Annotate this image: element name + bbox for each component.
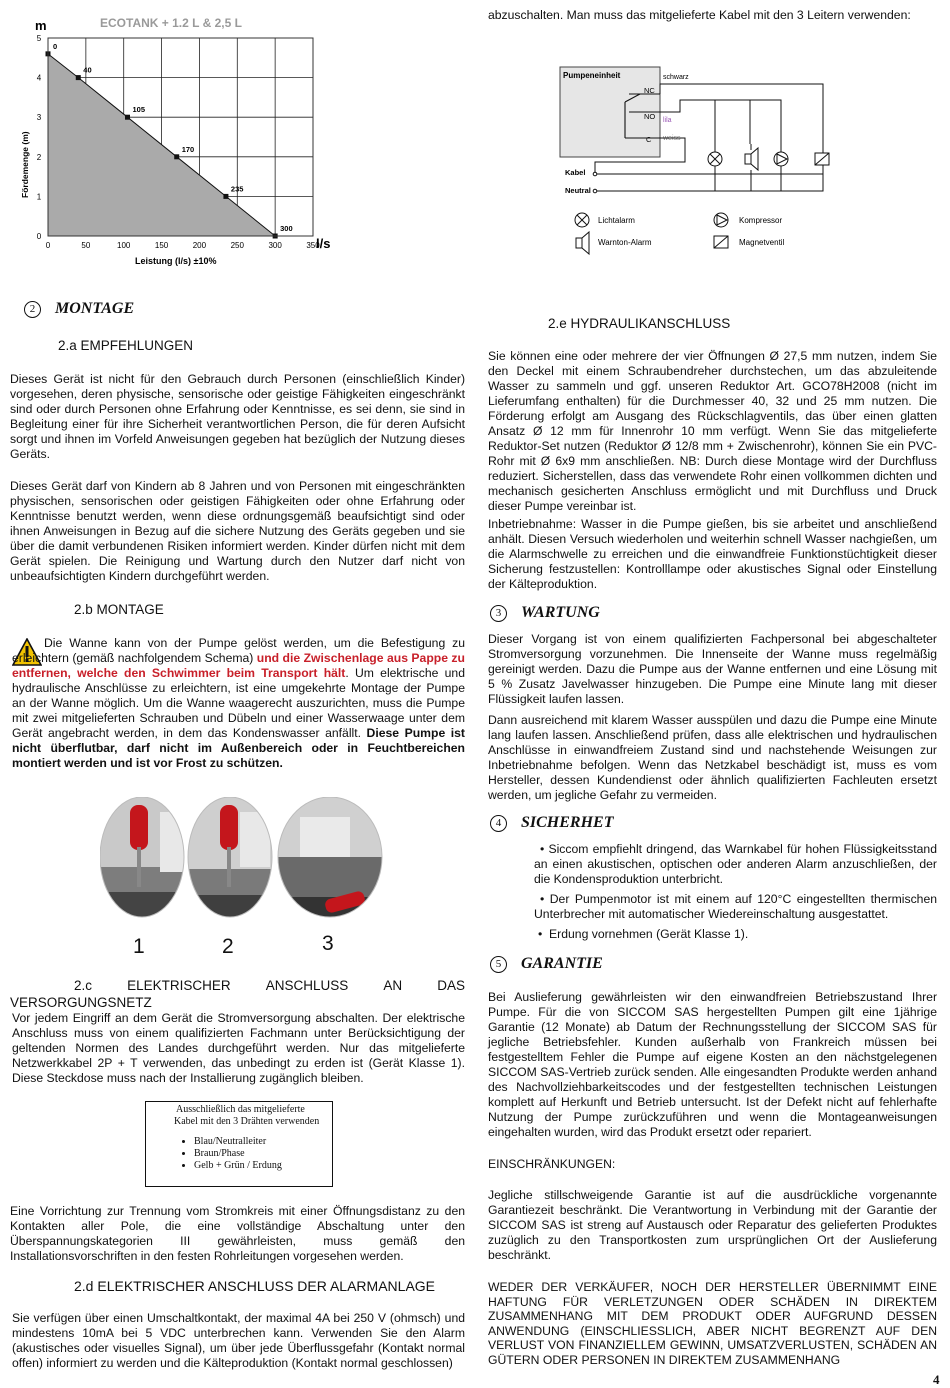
no-label: NO — [644, 112, 656, 121]
x-tick-label: 0 — [45, 241, 51, 250]
legend-compressor-label: Kompressor — [739, 216, 783, 225]
x-tick-label: 100 — [117, 241, 131, 250]
montage-text: Die Wanne kann von der Pumpe gelöst werden, um die Befestigung zu erleichtern (gemäß nachfolgendem Schema) und die Zwischenlage aus Pappe zu entfernen, welche den Schwimmer beim Transport hält. Um elektrische und hydraulische Anschlüsse zu erleichtern, ist eine umgekehrte Montage der Pumpe an der Wanne möglich. Um die Wanne waagerecht auszurichten, muss die Pumpe mit zwei mitgelieferten Schrauben und Dübeln und einer Wasserwaage unter dem Gerät angebracht werden, in dem das Kondenswasser anfällt. Diese Pumpe ist nicht überflutbar, darf nicht im Außenbereich oder in Feuchtbereichen montiert werden und ist vor Frost zu schützen. — [12, 636, 465, 770]
x-axis-label: Leistung (l/s) ±10% — [135, 256, 217, 266]
alarmanlage-text: Sie verfügen über einen Umschaltkontakt, der maximal 4A bei 250 V (ohmsch) und mindestens 10mA bei 5 VDC unterbrechen kann. Verwenden Sie den Alarm (akustisches oder visuelles Signal), um über jede Überflussgefahr (Kontakt normal offen) informiert zu werden und die Kälteproduktion (Kontakt normal geschlossen) — [12, 1311, 465, 1370]
y-tick-label: 5 — [36, 34, 42, 43]
wartung-number: 3 — [490, 605, 507, 622]
trennvorrichtung-text: Eine Vorrichtung zur Trennung vom Stromkreis mit einer Öffnungsdistanz zu den Kontakten aller Pole, die eine vollständige Abschaltung unter den Überspannungskategorien III gewährleisten, muss gemäß den Installationsvorschriften in den festen Rohrleitungen vorgesehen werden. — [10, 1204, 465, 1263]
nc-label: NC — [644, 86, 655, 95]
data-point-label: 170 — [181, 144, 195, 154]
hydraulik-heading: 2.e HYDRAULIKANSCHLUSS — [548, 316, 731, 331]
wartung-p1: Dieser Vorgang ist von einem qualifizierten Fachpersonal bei abgeschalteter Stromversorgung vorzunehmen. Die Innenseite der Wanne muss regelmäßig gereinigt werden. Dazu die Pumpe aus der Wanne entfernen und eine Lösung mit 5 % Zusatz Javelwasser hinzugeben. Die Pumpe eine Minute lang mit dieser Flüssigkeit laufen lassen. — [488, 632, 937, 706]
box-item-erdung: • Gelb + Grün / Erdung — [194, 1160, 332, 1172]
data-point-label: 105 — [132, 105, 146, 115]
wire-lila-label: lila — [663, 117, 672, 124]
section-garantie-heading — [490, 955, 603, 973]
garantie-p2: Jegliche stillschweigende Garantie ist auf die ausdrückliche vorgenannte Garantiezeit beschränkt. Die Verantwortung in Verbindung mit der Garantie der SICCOM SAS ist streng auf Austausch oder Reparatur des gelieferten Produktes zuzüglich zu den Transportkosten zum ursprünglichen Ort der Auslieferung beschränkt. — [488, 1188, 937, 1262]
y-tick-label: 2 — [36, 152, 42, 162]
sicherhet-number: 4 — [490, 815, 507, 832]
page-number: 4 — [933, 1372, 940, 1387]
empfehlungen-heading: 2.a EMPFEHLUNGEN — [58, 338, 194, 353]
x-tick-label: 50 — [81, 241, 91, 250]
legend-buzzer-icon — [576, 232, 589, 254]
elektrischer-anschluss-text: Vor jedem Eingriff an dem Gerät die Stromversorgung abschalten. Der elektrische Anschluss muss von einem qualifizierten Fachmann unter Berücksichtigung der geltenden Normen des Landes durchgeführt werden. Nur das mitgelieferte Netzwerkkabel 2P + T verwenden, das unbedingt zu erden ist (Gerät Klasse 1). Diese Steckdose muss nach der Installierung zugänglich bleiben. — [12, 1011, 465, 1085]
data-point-label: 235 — [230, 184, 244, 194]
section-title: MONTAGE — [55, 300, 135, 317]
kabel-label: Kabel — [565, 168, 586, 177]
data-point-label: 300 — [280, 224, 293, 233]
step-label-3: 3 — [322, 932, 334, 955]
legend-valve-label: Magnetventil — [739, 238, 785, 247]
step-1-photo — [100, 797, 190, 922]
light-alarm-symbol — [708, 152, 722, 166]
x-tick-label: 150 — [154, 241, 169, 250]
y-tick-label: 1 — [36, 192, 42, 202]
alarm-wiring-diagram — [555, 62, 840, 257]
section-montage-heading — [24, 300, 134, 318]
sicherhet-bullet-1: • Siccom empfiehlt dringend, das Warnkabel für hohen Flüssigkeitsstand an einen akustischen, optischen oder anderen Alarm anzuschließen, der die Kondensproduktion unterbricht. — [534, 842, 937, 886]
wire-weiss-label: weiss — [663, 135, 681, 142]
legend-light-icon — [575, 213, 589, 227]
montage-bold-warning: Diese Pumpe ist nicht überflutbar, darf nicht im Außenbereich oder in Feuchtbereichen montiert werden und ist vor Frost zu schützen. — [12, 726, 465, 770]
wire-schwarz-label: schwarz — [663, 74, 689, 81]
pump-curve-chart — [10, 8, 340, 270]
garantie-p1: Bei Auslieferung gewährleisten wir den einwandfreien Betriebszustand Ihrer Pumpe. Für die von SICCOM SAS hergestellten Pumpen gilt eine 1jährige Garantie (12 Monate) ab Datum der Rechnungsstellung der SICCOM SAS für jegliche Betriebsfehler. Kunden außerhalb von Frankreich müssen bei festgestelltem Fehler die Pumpe auf eigene Kosten an den nächstgelegenen SICCOM SAS-Vertrieb zurück senden. Alle eingesandten Produkte werden anhand des Nachvollziehbarkeitscodes und der festgestellten technischen Leistungen komplett auf Herkunft und Betrieb untersucht. Ist der Defekt nicht auf fehlerhafte Nutzung der Pumpe zurückzuführen und wenn die Montageanweisungen eingehalten wurden, wird das Produkt ersetzt oder repariert. — [488, 990, 937, 1139]
garantie-p3: WEDER DER VERKÄUFER, NOCH DER HERSTELLER ÜBERNIMMT EINE HAFTUNG FÜR VERLETZUNGEN ODER SCHÄDEN IN DIREKTEM ZUSAMMENHANG MIT DEM PRODUKT ODER AUFGRUND DESSEN ANWENDUNG (EINSCHLIESSLICH, ABER NICHT BEGRENZT AUF DEN VERLUST VON FINANZIELLEM GEWINN, UMSATZVERLUSTEN, SCHÄDEN AN GÜTERN ODER PERSONEN IN DIREKTEM ZUSAMMENHANG — [488, 1280, 937, 1367]
intro-continued: abzuschalten. Man muss das mitgelieferte Kabel mit den 3 Leitern verwenden: — [488, 8, 911, 22]
y-tick-label: 0 — [36, 232, 42, 241]
cable-instruction-box — [145, 1101, 333, 1187]
y-unit: m — [35, 18, 47, 33]
box-line-2: Kabel mit den 3 Drähten verwenden — [174, 1116, 320, 1127]
step-2-photo — [188, 797, 278, 922]
valve-symbol — [815, 153, 829, 165]
mounting-step-photos — [100, 797, 400, 922]
x-tick-label: 250 — [230, 241, 244, 250]
wartung-title: WARTUNG — [521, 604, 600, 621]
alarmanlage-heading: 2.d ELEKTRISCHER ANSCHLUSS DER ALARMANLAGE — [74, 1278, 436, 1294]
y-axis-label: Fördemenge (m) — [20, 131, 30, 198]
section-wartung-heading — [490, 604, 600, 622]
data-point-label: 40 — [83, 65, 92, 75]
y-tick-label: 4 — [36, 73, 42, 83]
sicherhet-bullet-3: • Erdung vornehmen (Gerät Klasse 1). — [538, 927, 749, 941]
data-point-label: 0 — [53, 41, 58, 51]
empfehlungen-p2: Dieses Gerät darf von Kindern ab 8 Jahren und von Personen mit eingeschränkten physischen, sensorischen oder geistigen Fähigkeiten oder ohne Erfahrung oder Kenntnisse benutzt werden, wenn diese ordnungsgemäß beaufsichtigt sind oder ihnen Anweisungen in Bezug auf die sichere Nutzung des Geräts gegeben und sie über die damit verbundenen Risiken informiert werden. Kinder dürfen nicht mit dem Gerät spielen. Die Reinigung und Wartung durch den Nutzer darf nicht von unbeaufsichtigten Kindern durchgeführt werden. — [10, 479, 465, 583]
pump-unit-label: Pumpeneinheit — [563, 71, 621, 80]
garantie-title: GARANTIE — [521, 955, 603, 972]
c-label: C — [646, 135, 652, 144]
legend-valve-icon — [714, 236, 728, 248]
elektrischer-anschluss-heading: 2.c ELEKTRISCHER ANSCHLUSS AN DAS VERSORGUNGSNETZ — [10, 978, 465, 1010]
data-point — [223, 194, 228, 199]
box-item-blau: • Blau/Neutralleiter — [194, 1136, 332, 1148]
wartung-p2: Dann ausreichend mit klarem Wasser ausspülen und dazu die Pumpe eine Minute lang laufen lassen. Anschließend prüfen, dass alle elektrischen und hydraulischen Anschlüsse in einwandfreiem Zustand sind und nachstehende Weisungen zur Inbetriebnahme befolgen. Wenn das Netzkabel beschädigt ist, muss es vom Hersteller, dessen Kundendienst oder ähnlich qualifizierten Fachleuten ersetzt werden, um jegliche Gefahr zu vermeiden. — [488, 713, 937, 802]
empfehlungen-p1: Dieses Gerät ist nicht für den Gebrauch durch Personen (einschließlich Kinder) vorgesehen, deren physische, sensorische oder geistige Fähigkeiten eingeschränkt sind oder durch Personen ohne Erfahrung oder Kenntnisse, es sei denn, sie sind in Begleitung einer für ihre Sicherheit verantwortlichen Person, die für deren Aufsicht sorgt und ihnen im Vorfeld Anweisungen gegeben hat bezüglich der Nutzung dieses Geräts. — [10, 372, 465, 461]
x-unit: l/s — [316, 236, 331, 251]
step-label-2: 2 — [222, 935, 234, 958]
data-point — [174, 154, 179, 159]
x-tick-label: 300 — [268, 241, 282, 250]
x-tick-label: 350 — [306, 241, 320, 250]
buzzer-symbol — [745, 148, 758, 170]
data-point — [125, 115, 130, 120]
y-tick-label: 3 — [36, 113, 42, 123]
neutral-label: Neutral — [565, 186, 591, 195]
einschraenkungen-heading: EINSCHRÄNKUNGEN: — [488, 1157, 616, 1171]
hydraulik-p2: Inbetriebnahme: Wasser in die Pumpe gießen, bis sie arbeitet und anschließend anhält. Diesen Versuch wiederholen und weiterhin schnell Wasser nachgießen, um die Alarmschwelle zu erreichen und die einwandfreie Funktionstüchtigkeit dieser Sicherung festzustellen: Kontrolllampe oder akustisches Signal oder Einstellung der Kälteproduktion. — [488, 517, 937, 591]
x-tick-label: 200 — [192, 241, 207, 250]
data-point — [76, 75, 81, 80]
step-label-1: 1 — [133, 935, 145, 958]
hydraulik-p1: Sie können eine oder mehrere der vier Öffnungen Ø 27,5 mm nutzen, indem Sie den Deckel mit einem Schraubendreher durchstechen, um das abzuleitende Wasser zu sammeln und ggf. unseren Reduktor Art. GCO78H2008 (nicht im Lieferumfang enthalten) für die Durchmesser 40, 32 und 25 mm nutzen. Die Förderung erfolgt am Ausgang des Rückschlagventils, das über einen glatten Ansatz Ø 12 mm für Innenrohr 10 mm verfügt. Wenn Sie das mitgelieferte Reduktor-Set nutzen (Reduktor Ø 12/8 mm + Zwischenrohr), können Sie ein PVC-Rohr mit Ø 6x9 mm anschließen. NB: Durch diese Montage wird der Durchfluss reduziert. Sicherstellen, dass das verwendete Rohr einen vollkommen dichten und mechanisch gesicherten Anschluss ermöglicht und mit Durchfluss und Druck dieser Pumpe vereinbar ist. — [488, 349, 937, 513]
section-number: 2 — [24, 301, 41, 318]
legend-light-label: Lichtalarm — [598, 216, 635, 225]
montage-heading: 2.b MONTAGE — [74, 602, 164, 617]
legend-buzzer-label: Warnton-Alarm — [598, 238, 652, 247]
legend-compressor-icon — [714, 213, 728, 227]
montage-red-warning: und die Zwischenlage aus Pappe zu entfernen, welche den Schwimmer beim Transport hält — [12, 651, 465, 680]
sicherhet-bullet-2: • Der Pumpenmotor ist mit einem auf 120°C eingestellten thermischen Unterbrecher mit automatischer Wiedereinschaltung ausgestattet. — [534, 892, 938, 921]
chart-title: ECOTANK + 1.2 L & 2,5 L — [100, 16, 242, 30]
sicherhet-title: SICHERHET — [521, 814, 614, 831]
compressor-symbol — [774, 152, 788, 166]
box-item-braun: • Braun/Phase — [194, 1148, 332, 1160]
garantie-number: 5 — [490, 956, 507, 973]
section-sicherhet-heading — [490, 814, 613, 832]
box-line-1: Ausschließlich das mitgelieferte — [176, 1104, 305, 1115]
